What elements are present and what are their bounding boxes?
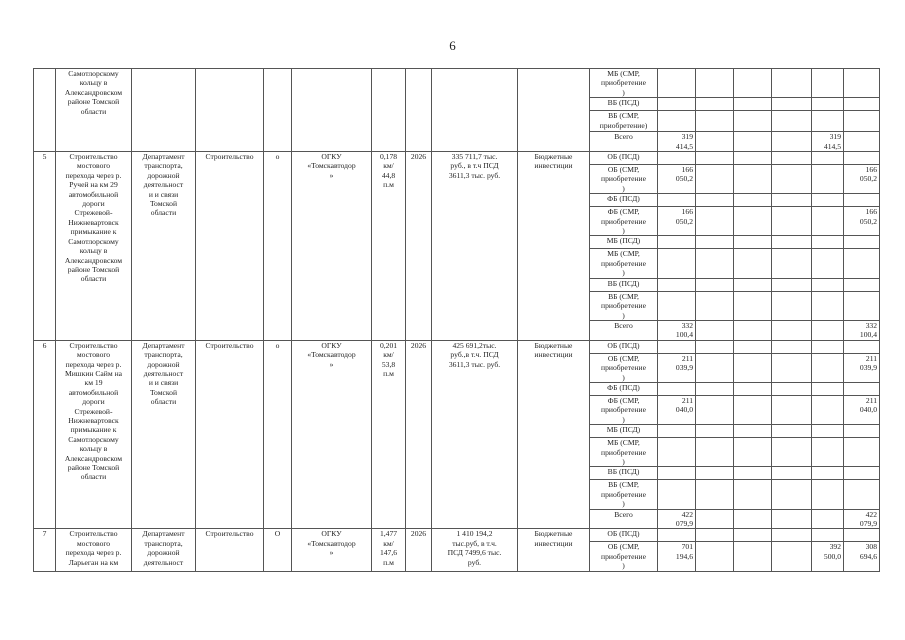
amount-cell bbox=[844, 98, 880, 111]
amount-cell bbox=[658, 111, 696, 132]
amount-cell bbox=[696, 291, 734, 320]
amount-cell: 211 040,0 bbox=[658, 395, 696, 424]
amount-cell bbox=[772, 425, 812, 438]
amount-cell bbox=[772, 353, 812, 382]
amount-cell bbox=[812, 340, 844, 353]
amount-cell bbox=[772, 291, 812, 320]
amount-cell bbox=[772, 236, 812, 249]
amount-cell bbox=[734, 249, 772, 278]
funding-source-label: Всего bbox=[590, 320, 658, 340]
funding-source-label: ВБ (СМР, приобретение) bbox=[590, 111, 658, 132]
amount-cell bbox=[734, 98, 772, 111]
amount-cell bbox=[658, 480, 696, 509]
amount-cell bbox=[696, 249, 734, 278]
amount-cell bbox=[812, 236, 844, 249]
amount-cell bbox=[696, 69, 734, 98]
amount-cell: 332 100,4 bbox=[844, 320, 880, 340]
amount-cell bbox=[696, 132, 734, 152]
amount-cell bbox=[734, 111, 772, 132]
amount-cell bbox=[658, 438, 696, 467]
amount-cell bbox=[696, 236, 734, 249]
estimated-cost: 425 691,2тыс. руб.,в т.ч. ПСД 3611,3 тыс. руб. bbox=[432, 340, 518, 529]
amount-cell bbox=[658, 194, 696, 207]
amount-cell bbox=[696, 425, 734, 438]
funding-source-label: ВБ (ПСД) bbox=[590, 278, 658, 291]
amount-cell: 332 100,4 bbox=[658, 320, 696, 340]
object-flag: о bbox=[264, 340, 292, 529]
amount-cell bbox=[812, 249, 844, 278]
funding-source-label: ОБ (СМР, приобретение ) bbox=[590, 165, 658, 194]
funding-form: Бюджетные инвестиции bbox=[518, 152, 590, 341]
amount-cell bbox=[844, 438, 880, 467]
amount-cell bbox=[812, 382, 844, 395]
amount-cell bbox=[844, 340, 880, 353]
amount-cell bbox=[812, 98, 844, 111]
amount-cell bbox=[734, 509, 772, 529]
amount-cell bbox=[772, 278, 812, 291]
customer: Департамент транспорта, дорожной деятельност и и связи Томской области bbox=[132, 152, 196, 341]
capacity bbox=[372, 69, 406, 152]
customer: Департамент транспорта, дорожной деятельност и и связи Томской области bbox=[132, 340, 196, 529]
amount-cell bbox=[772, 111, 812, 132]
amount-cell bbox=[812, 509, 844, 529]
amount-cell bbox=[734, 340, 772, 353]
funding-source-label: МБ (СМР, приобретение ) bbox=[590, 249, 658, 278]
amount-cell bbox=[772, 529, 812, 542]
row-number bbox=[34, 69, 56, 152]
amount-cell bbox=[734, 382, 772, 395]
commission-year: 2026 bbox=[406, 340, 432, 529]
commission-year bbox=[406, 69, 432, 152]
customer bbox=[132, 69, 196, 152]
amount-cell bbox=[658, 278, 696, 291]
funding-source-label: ФБ (ПСД) bbox=[590, 194, 658, 207]
amount-cell bbox=[734, 132, 772, 152]
amount-cell bbox=[696, 320, 734, 340]
amount-cell: 392 500,0 bbox=[812, 542, 844, 571]
amount-cell bbox=[734, 320, 772, 340]
amount-cell bbox=[734, 529, 772, 542]
developer: ОГКУ «Томскавтодор » bbox=[292, 529, 372, 571]
amount-cell bbox=[812, 111, 844, 132]
amount-cell bbox=[772, 542, 812, 571]
amount-cell bbox=[658, 291, 696, 320]
amount-cell bbox=[812, 69, 844, 98]
amount-cell bbox=[772, 438, 812, 467]
row-number: 6 bbox=[34, 340, 56, 529]
object-flag bbox=[264, 69, 292, 152]
amount-cell bbox=[812, 194, 844, 207]
amount-cell bbox=[658, 529, 696, 542]
amount-cell bbox=[696, 152, 734, 165]
amount-cell bbox=[844, 382, 880, 395]
amount-cell bbox=[844, 467, 880, 480]
funding-source-label: ОБ (СМР, приобретение ) bbox=[590, 542, 658, 571]
amount-cell: 422 079,9 bbox=[844, 509, 880, 529]
amount-cell bbox=[844, 132, 880, 152]
amount-cell: 166 050,2 bbox=[844, 207, 880, 236]
funding-source-label: ОБ (ПСД) bbox=[590, 529, 658, 542]
amount-cell bbox=[658, 467, 696, 480]
amount-cell bbox=[772, 320, 812, 340]
amount-cell bbox=[812, 207, 844, 236]
amount-cell bbox=[658, 425, 696, 438]
amount-cell bbox=[734, 207, 772, 236]
funding-source-label: ОБ (ПСД) bbox=[590, 340, 658, 353]
object-name: Самотлорскому кольцу в Александровском районе Томской области bbox=[56, 69, 132, 152]
amount-cell bbox=[734, 425, 772, 438]
amount-cell bbox=[658, 382, 696, 395]
amount-cell bbox=[734, 467, 772, 480]
amount-cell bbox=[696, 542, 734, 571]
amount-cell: 308 694,6 bbox=[844, 542, 880, 571]
amount-cell bbox=[734, 165, 772, 194]
amount-cell bbox=[696, 395, 734, 424]
work-type bbox=[196, 69, 264, 152]
amount-cell bbox=[658, 249, 696, 278]
amount-cell bbox=[734, 278, 772, 291]
amount-cell: 319 414,5 bbox=[812, 132, 844, 152]
object-name: Строительство мостового перехода через р. Ручей на км 29 автомобильной дороги Стрежевой- Нижневартовск примыкание к Самотлорскому кольцу в Александровском районе Томской области bbox=[56, 152, 132, 341]
amount-cell bbox=[812, 480, 844, 509]
amount-cell bbox=[772, 509, 812, 529]
table-row bbox=[34, 529, 880, 542]
work-type: Строительство bbox=[196, 340, 264, 529]
amount-cell bbox=[772, 395, 812, 424]
amount-cell bbox=[696, 278, 734, 291]
amount-cell bbox=[772, 480, 812, 509]
amount-cell: 319 414,5 bbox=[658, 132, 696, 152]
amount-cell: 211 039,9 bbox=[658, 353, 696, 382]
table-row bbox=[34, 152, 880, 165]
object-name: Строительство мостового перехода через р. Ларьеган на км bbox=[56, 529, 132, 571]
amount-cell bbox=[658, 98, 696, 111]
developer: ОГКУ «Томскавтодор » bbox=[292, 340, 372, 529]
investment-table bbox=[33, 68, 880, 572]
amount-cell bbox=[696, 467, 734, 480]
amount-cell: 422 079,9 bbox=[658, 509, 696, 529]
amount-cell bbox=[658, 152, 696, 165]
funding-source-label: МБ (ПСД) bbox=[590, 236, 658, 249]
amount-cell bbox=[844, 194, 880, 207]
amount-cell bbox=[812, 165, 844, 194]
work-type: Строительство bbox=[196, 152, 264, 341]
amount-cell bbox=[696, 509, 734, 529]
amount-cell bbox=[844, 480, 880, 509]
funding-source-label: ВБ (ПСД) bbox=[590, 98, 658, 111]
amount-cell bbox=[696, 340, 734, 353]
row-number: 7 bbox=[34, 529, 56, 571]
amount-cell bbox=[734, 542, 772, 571]
amount-cell bbox=[812, 278, 844, 291]
amount-cell bbox=[772, 467, 812, 480]
customer: Департамент транспорта, дорожной деятельност bbox=[132, 529, 196, 571]
capacity: 0,201 км/ 53,8 п.м bbox=[372, 340, 406, 529]
estimated-cost: 335 711,7 тыс. руб., в т.ч ПСД 3611,3 тыс. руб. bbox=[432, 152, 518, 341]
amount-cell bbox=[844, 249, 880, 278]
funding-source-label: МБ (СМР, приобретение ) bbox=[590, 69, 658, 98]
amount-cell bbox=[658, 236, 696, 249]
amount-cell bbox=[812, 152, 844, 165]
amount-cell bbox=[772, 165, 812, 194]
funding-source-label: ОБ (СМР, приобретение ) bbox=[590, 353, 658, 382]
work-type: Строительство bbox=[196, 529, 264, 571]
amount-cell bbox=[734, 438, 772, 467]
amount-cell bbox=[696, 382, 734, 395]
amount-cell bbox=[772, 69, 812, 98]
estimated-cost bbox=[432, 69, 518, 152]
funding-source-label: МБ (СМР, приобретение ) bbox=[590, 438, 658, 467]
amount-cell bbox=[844, 69, 880, 98]
funding-form: Бюджетные инвестиции bbox=[518, 529, 590, 571]
amount-cell bbox=[812, 320, 844, 340]
amount-cell bbox=[772, 382, 812, 395]
funding-source-label: Всего bbox=[590, 132, 658, 152]
funding-form: Бюджетные инвестиции bbox=[518, 340, 590, 529]
amount-cell bbox=[734, 395, 772, 424]
funding-source-label: ФБ (СМР, приобретение ) bbox=[590, 207, 658, 236]
amount-cell bbox=[772, 132, 812, 152]
amount-cell bbox=[812, 438, 844, 467]
amount-cell: 211 039,9 bbox=[844, 353, 880, 382]
amount-cell bbox=[734, 353, 772, 382]
capacity: 1,477 км/ 147,6 п.м bbox=[372, 529, 406, 571]
funding-form bbox=[518, 69, 590, 152]
amount-cell: 166 050,2 bbox=[658, 165, 696, 194]
amount-cell: 166 050,2 bbox=[844, 165, 880, 194]
amount-cell bbox=[696, 111, 734, 132]
amount-cell bbox=[734, 480, 772, 509]
funding-source-label: МБ (ПСД) bbox=[590, 425, 658, 438]
amount-cell bbox=[734, 69, 772, 98]
amount-cell bbox=[734, 236, 772, 249]
amount-cell bbox=[734, 152, 772, 165]
amount-cell bbox=[696, 529, 734, 542]
amount-cell bbox=[772, 207, 812, 236]
amount-cell bbox=[696, 98, 734, 111]
object-flag: о bbox=[264, 152, 292, 341]
amount-cell bbox=[812, 425, 844, 438]
funding-source-label: ВБ (ПСД) bbox=[590, 467, 658, 480]
table-row bbox=[34, 340, 880, 353]
amount-cell bbox=[812, 291, 844, 320]
amount-cell bbox=[658, 69, 696, 98]
amount-cell bbox=[658, 340, 696, 353]
amount-cell bbox=[696, 353, 734, 382]
page-number: 6 bbox=[449, 38, 456, 53]
amount-cell bbox=[844, 425, 880, 438]
funding-source-label: ФБ (СМР, приобретение ) bbox=[590, 395, 658, 424]
amount-cell bbox=[772, 98, 812, 111]
commission-year: 2026 bbox=[406, 152, 432, 341]
object-flag: О bbox=[264, 529, 292, 571]
amount-cell bbox=[812, 529, 844, 542]
commission-year: 2026 bbox=[406, 529, 432, 571]
amount-cell bbox=[844, 152, 880, 165]
amount-cell: 166 050,2 bbox=[658, 207, 696, 236]
funding-source-label: ВБ (СМР, приобретение ) bbox=[590, 291, 658, 320]
table-row bbox=[34, 69, 880, 98]
developer bbox=[292, 69, 372, 152]
amount-cell bbox=[812, 395, 844, 424]
funding-source-label: ВБ (СМР, приобретение ) bbox=[590, 480, 658, 509]
amount-cell bbox=[772, 152, 812, 165]
amount-cell bbox=[696, 194, 734, 207]
amount-cell bbox=[696, 165, 734, 194]
capacity: 0,178 км/ 44,8 п.м bbox=[372, 152, 406, 341]
amount-cell bbox=[734, 291, 772, 320]
amount-cell bbox=[844, 529, 880, 542]
funding-source-label: ФБ (ПСД) bbox=[590, 382, 658, 395]
amount-cell bbox=[844, 111, 880, 132]
amount-cell bbox=[812, 353, 844, 382]
object-name: Строительство мостового перехода через р. Мишкин Сайм на км 19 автомобильной дороги Стрежевой- Нижневартовск примыкание к Самотлорскому кольцу в Александровском районе Томской области bbox=[56, 340, 132, 529]
amount-cell bbox=[772, 194, 812, 207]
amount-cell bbox=[696, 207, 734, 236]
amount-cell bbox=[844, 278, 880, 291]
amount-cell bbox=[844, 236, 880, 249]
funding-source-label: ОБ (ПСД) bbox=[590, 152, 658, 165]
developer: ОГКУ «Томскавтодор » bbox=[292, 152, 372, 341]
amount-cell bbox=[812, 467, 844, 480]
amount-cell bbox=[844, 291, 880, 320]
amount-cell: 701 194,6 bbox=[658, 542, 696, 571]
amount-cell bbox=[696, 438, 734, 467]
estimated-cost: 1 410 194,2 тыс.руб, в т.ч. ПСД 7499,6 тыс. руб. bbox=[432, 529, 518, 571]
amount-cell bbox=[772, 249, 812, 278]
amount-cell bbox=[734, 194, 772, 207]
amount-cell bbox=[772, 340, 812, 353]
amount-cell bbox=[696, 480, 734, 509]
funding-source-label: Всего bbox=[590, 509, 658, 529]
row-number: 5 bbox=[34, 152, 56, 341]
amount-cell: 211 040,0 bbox=[844, 395, 880, 424]
